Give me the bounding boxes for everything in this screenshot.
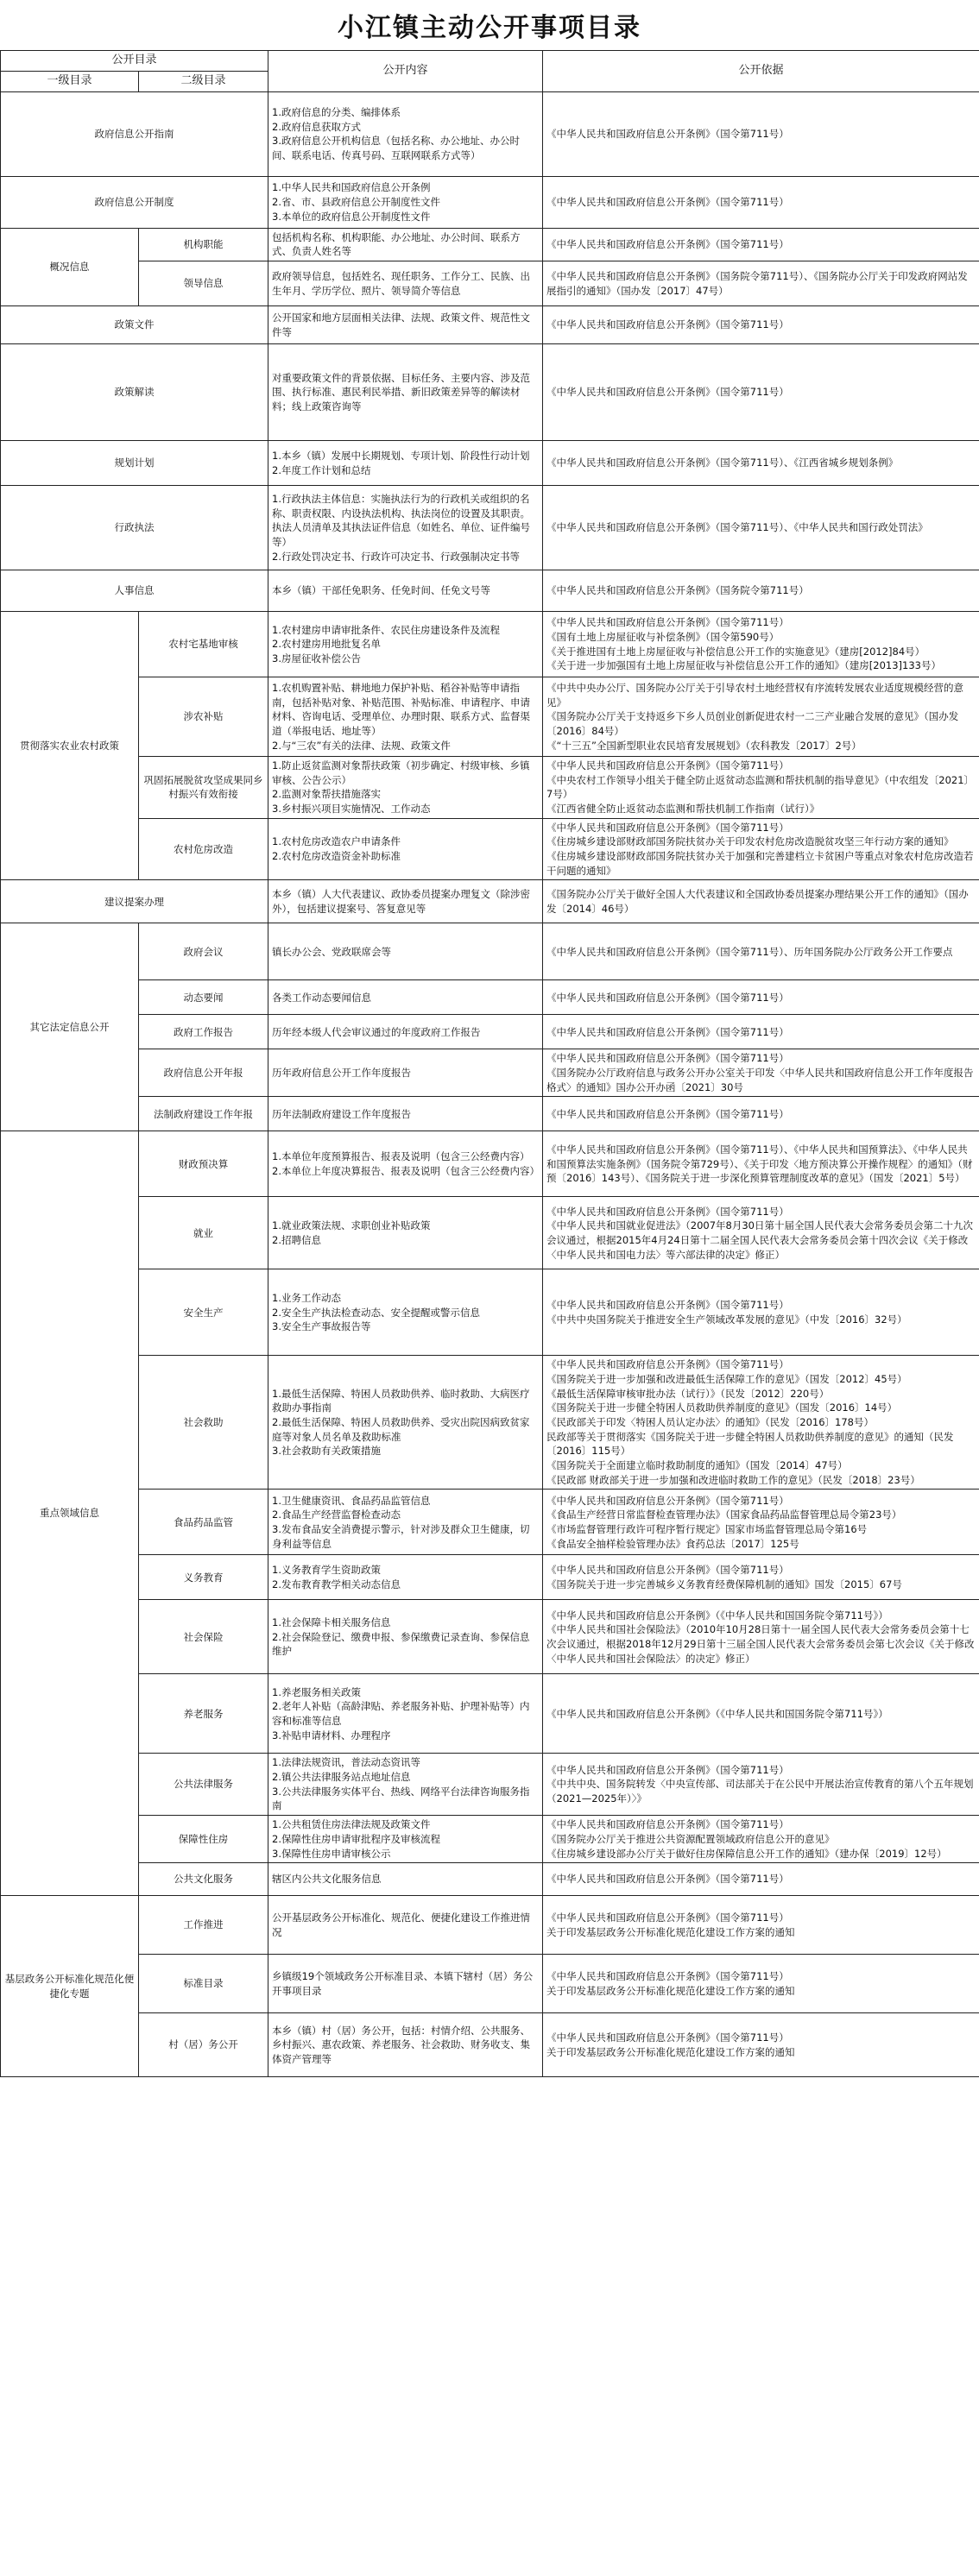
content-cell [268,570,543,612]
level2-cell: 保障性住房 [139,1816,268,1863]
table-row [1,2013,979,2077]
basis-cell [543,880,979,923]
table-row [1,923,979,980]
text-line: 本乡（镇）人大代表建议、政协委员提案办理复文（除涉密外），包括建议提案号、答复意见等 [272,888,531,915]
content-cell [268,441,543,486]
header-level1: 一级目录 [1,71,139,91]
text-line: 2.行政处罚决定书、行政许可决定书、行政强制决定书等 [272,550,520,563]
content-cell [268,486,543,570]
level1-cell: 政府信息公开制度 [1,176,268,228]
basis-cell [543,1863,979,1896]
text-line: 3.本单位的政府信息公开制度性文件 [272,210,431,223]
table-row [1,1754,979,1816]
level1-cell: 其它法定信息公开 [1,923,139,1131]
text-line: 《关于推进国有土地上房屋征收与补偿信息公开工作的实施意见》（建房[2012]84号） [546,645,925,658]
level1-cell: 政府信息公开指南 [1,91,268,176]
level1-cell: 政策文件 [1,306,268,344]
text-line: 《住房城乡建设部财政部国务院扶贫办关于加强和完善建档立卡贫困户等重点对象农村危房改造若干问题的通知》 [546,850,974,877]
text-line: 《中华人民共和国政府信息公开条例》（国令第711号） [546,2031,789,2044]
header-content: 公开内容 [268,51,543,92]
level2-cell: 养老服务 [139,1674,268,1754]
text-line: 辖区内公共文化服务信息 [272,1873,382,1886]
text-line: 3.房屋征收补偿公告 [272,652,361,664]
basis-cell [543,1674,979,1754]
text-line: 《中华人民共和国政府信息公开条例》（国令第711号） [546,1912,789,1924]
content-cell [268,980,543,1015]
level2-cell: 就业 [139,1197,268,1269]
basis-cell [543,1555,979,1600]
basis-cell [543,1015,979,1049]
text-line: 关于印发基层政务公开标准化规范化建设工作方案的通知 [546,1984,795,1997]
content-cell [268,1049,543,1097]
text-line: 《中华人民共和国政府信息公开条例》（国令第711号） [546,386,789,399]
basis-cell [543,1754,979,1816]
text-line: 1.农村建房申请审批条件、农民住房建设条件及流程 [272,623,500,636]
text-line: 1.公共租赁住房法律法规及政策文件 [272,1818,431,1831]
content-cell [268,261,543,306]
content-cell [268,1490,543,1555]
text-line: 关于印发基层政务公开标准化规范化建设工作方案的通知 [546,2045,795,2058]
text-line: 《国有土地上房屋征收与补偿条例》（国令第590号） [546,630,780,643]
basis-cell [543,818,979,880]
basis-cell [543,1269,979,1356]
table-row [1,1600,979,1674]
text-line: 1.政府信息的分类、编排体系 [272,105,401,118]
level2-cell: 政府信息公开年报 [139,1049,268,1097]
text-line: 1.业务工作动态 [272,1291,341,1304]
table-row [1,306,979,344]
table-row [1,176,979,228]
text-line: 2.最低生活保障、特困人员救助供养、受灾出院因病致贫家庭等对象人员名单及救助标准 [272,1416,530,1443]
text-line: 1.中华人民共和国政府信息公开条例 [272,181,431,194]
header-level2: 二级目录 [139,71,268,91]
content-cell [268,1754,543,1816]
text-line: 3.保障性住房申请审核公示 [272,1847,391,1860]
text-line: 《中华人民共和国政府信息公开条例》（国令第711号） [546,1299,789,1312]
text-line: 《国务院办公厅关于做好全国人大代表建议和全国政协委员提案办理结果公开工作的通知》（国办发〔2014〕46号） [546,888,969,915]
table-row [1,1896,979,1955]
text-line: 《中央农村工作领导小组关于健全防止返贫动态监测和帮扶机制的指导意见》（中农组发〔2021〕7号） [546,773,975,801]
table-row [1,1197,979,1269]
text-line: 镇长办公会、党政联席会等 [272,945,392,958]
text-line: 《中华人民共和国政府信息公开条例》（国令第711号） [546,616,789,629]
level2-cell: 涉农补贴 [139,677,268,757]
text-line: 《中华人民共和国政府信息公开条例》（国令第711号）、历年国务院办公厅政务公开工作要点 [546,945,953,958]
basis-cell [543,1049,979,1097]
content-cell [268,677,543,757]
basis-cell [543,91,979,176]
basis-cell [543,228,979,261]
text-line: 历年法制政府建设工作年度报告 [272,1107,412,1120]
table-row [1,1269,979,1356]
level2-cell: 安全生产 [139,1269,268,1356]
text-line: 《中华人民共和国政府信息公开条例》（国令第711号） [546,1763,789,1776]
level1-cell: 贯彻落实农业农村政策 [1,612,139,880]
text-line: 《国务院办公厅关于支持返乡下乡人员创业创新促进农村一二三产业融合发展的意见》（国办发〔2016〕84号） [546,710,959,737]
table-row [1,677,979,757]
level2-cell: 工作推进 [139,1896,268,1955]
text-line: 《中华人民共和国政府信息公开条例》（《中华人民共和国国务院令第711号》） [546,1609,888,1622]
text-line: 《市场监督管理行政许可程序暂行规定》国家市场监督管理总局令第16号 [546,1522,868,1535]
text-line: 1.行政执法主体信息：实施执法行为的行政机关或组织的名称、职责权限、内设执法机构、执法岗位的设置及其职责。执法人员清单及其执法证件信息（如姓名、单位、证件编号等） [272,492,531,548]
text-line: 《国务院办公厅关于推进公共资源配置领域政府信息公开的意见》 [546,1832,835,1845]
text-line: 《中华人民共和国政府信息公开条例》（国令第711号） [546,1970,789,1982]
text-line: 1.养老服务相关政策 [272,1685,361,1698]
text-line: 《中华人民共和国政府信息公开条例》（国令第711号） [546,1564,789,1577]
text-line: 1.本单位年度预算报告、报表及说明（包含三公经费内容） [272,1150,530,1163]
text-line: 《“十三五”全国新型职业农民培育发展规划》（农科教发〔2017〕2号） [546,739,862,752]
text-line: 2.食品生产经营监督检查动态 [272,1508,401,1521]
text-line: 《住房城乡建设部财政部国务院扶贫办关于印发农村危房改造脱贫攻坚三年行动方案的通知》 [546,835,954,848]
content-cell [268,1863,543,1896]
text-line: 《中华人民共和国政府信息公开条例》（国令第711号）、《中华人民共和国预算法》、《中华人民共和国预算法实施条例》（国务院令第729号）、《关于印发〈地方预决算公开操作规程〉的通知》（财预〔2016〕143号）、《国务院关于进一步深化预算管理制度改革的意见》（国发〔2021〕5号） [546,1143,973,1185]
text-line: 2.镇公共法律服务站点地址信息 [272,1771,411,1784]
table-row [1,344,979,441]
text-line: 《中共中央、国务院转发〈中央宣传部、司法部关于在公民中开展法治宣传教育的第八个五年规划（2021—2025年）〉》 [546,1778,974,1805]
level1-cell: 建议提案办理 [1,880,268,923]
level2-cell: 财政预决算 [139,1131,268,1197]
basis-cell [543,2013,979,2077]
level2-cell: 标准目录 [139,1955,268,2013]
text-line: 《中华人民共和国就业促进法》（2007年8月30日第十届全国人民代表大会常务委员会第二十九次会议通过，根据2015年4月24日第十二届全国人民代表大会常务委员会第十四次会议《关于修改〈中华人民共和国电力法〉等六部法律的决定》修正） [546,1219,973,1261]
table-row [1,1863,979,1896]
text-line: 《中共中央办公厅、国务院办公厅关于引导农村土地经营权有序流转发展农业适度规模经营的意见》 [546,681,964,709]
text-line: 《中华人民共和国政府信息公开条例》（国令第711号） [546,318,789,331]
text-line: 《中华人民共和国政府信息公开条例》（国务院令第711号） [546,584,809,597]
text-line: 本乡（镇）村（居）务公开，包括：村情介绍、公共服务、乡村振兴、惠农政策、养老服务、社会救助、财务收支、集体资产管理等 [272,2024,531,2065]
text-line: 《中华人民共和国政府信息公开条例》（国务院令第711号）、《国务院办公厅关于印发政府网站发展指引的通知》（国办发〔2017〕47号） [546,269,968,297]
basis-cell [543,344,979,441]
text-line: 《中华人民共和国政府信息公开条例》（国令第711号） [546,127,789,140]
text-line: 2.农村危房改造资金补助标准 [272,850,401,863]
content-cell [268,757,543,819]
content-cell [268,228,543,261]
text-line: 《国务院关于进一步加强和改进最低生活保障工作的意见》（国发〔2012〕45号） [546,1373,907,1386]
table-row [1,1049,979,1097]
text-line: 1.本乡（镇）发展中长期规划、专项计划、阶段性行动计划 [272,449,530,462]
content-cell [268,1674,543,1754]
header-catalog: 公开目录 [1,51,268,72]
content-cell [268,1356,543,1490]
content-cell [268,306,543,344]
text-line: 2.农村建房用地批复名单 [272,638,381,651]
content-cell [268,818,543,880]
table-row [1,757,979,819]
text-line: 2.监测对象帮扶措施落实 [272,788,381,801]
text-line: 3.社会救助有关政策措施 [272,1445,381,1458]
text-line: 2.保障性住房申请审批程序及审核流程 [272,1832,440,1845]
text-line: 1.义务教育学生资助政策 [272,1564,381,1577]
text-line: 2.老年人补贴（高龄津贴、养老服务补贴、护理补贴等）内容和标准等信息 [272,1700,530,1727]
table-row [1,980,979,1015]
level1-cell: 政策解读 [1,344,268,441]
basis-cell [543,486,979,570]
text-line: 2.社会保险登记、缴费申报、参保缴费记录查询、参保信息维护 [272,1630,530,1658]
text-line: 本乡（镇）干部任免职务、任免时间、任免文号等 [272,584,491,597]
text-line: 包括机构名称、机构职能、办公地址、办公时间、联系方式、负责人姓名等 [272,230,521,258]
basis-cell [543,1197,979,1269]
basis-cell [543,1955,979,2013]
text-line: 《最低生活保障审核审批办法（试行）》（民发〔2012〕220号） [546,1387,830,1400]
level2-cell: 法制政府建设工作年报 [139,1097,268,1131]
text-line: 《国务院关于进一步完善城乡义务教育经费保障机制的通知》国发〔2015〕67号 [546,1578,902,1590]
text-line: 3.乡村振兴项目实施情况、工作动态 [272,803,431,816]
page-title: 小江镇主动公开事项目录 [338,13,641,43]
text-line: 《中华人民共和国政府信息公开条例》（国令第711号） [546,1205,789,1218]
level2-cell: 社会保险 [139,1600,268,1674]
basis-cell [543,1896,979,1955]
text-line: 《中华人民共和国政府信息公开条例》（国令第711号） [546,1494,789,1507]
text-line: 《国务院关于全面建立临时救助制度的通知》（国发〔2014〕47号） [546,1459,848,1472]
text-line: 《中华人民共和国政府信息公开条例》（国令第711号） [546,1052,789,1065]
content-cell [268,612,543,677]
level2-cell: 机构职能 [139,228,268,261]
content-cell [268,1600,543,1674]
text-line: 《关于进一步加强国有土地上房屋征收与补偿信息公开工作的通知》（建房[2013]133号） [546,659,941,672]
level1-cell: 人事信息 [1,570,268,612]
level2-cell: 义务教育 [139,1555,268,1600]
text-line: 2.本单位上年度决算报告、报表及说明（包含三公经费内容） [272,1164,540,1177]
text-line: 3.政府信息公开机构信息（包括名称、办公地址、办公时间、联系电话、传真号码、互联网联系方式等） [272,135,520,161]
basis-cell [543,1097,979,1131]
basis-cell [543,570,979,612]
text-line: 1.农村危房改造农户申请条件 [272,835,401,848]
level2-cell: 政府工作报告 [139,1015,268,1049]
text-line: 《中华人民共和国政府信息公开条例》（国令第711号） [546,1107,789,1120]
text-line: 3.安全生产事故报告等 [272,1320,371,1333]
text-line: 2.政府信息获取方式 [272,120,361,133]
text-line: 《中华人民共和国政府信息公开条例》（国令第711号） [546,195,789,208]
level2-cell: 食品药品监管 [139,1490,268,1555]
text-line: 《中华人民共和国政府信息公开条例》（《中华人民共和国国务院令第711号》） [546,1707,888,1720]
text-line: 《国务院办公厅政府信息与政务公开办公室关于印发〈中华人民共和国政府信息公开工作年度报告格式〉的通知》国办公开办函〔2021〕30号 [546,1067,974,1093]
text-line: 《中华人民共和国政府信息公开条例》（国令第711号） [546,821,789,834]
content-cell [268,2013,543,2077]
content-cell [268,1816,543,1863]
text-line: 政府领导信息，包括姓名、现任职务、工作分工、民族、出生年月、学历学位、照片、领导简介等信息 [272,269,531,297]
text-line: 《住房城乡建设部办公厅关于做好住房保障信息公开工作的通知》（建办保〔2019〕12号） [546,1847,947,1860]
level2-cell: 领导信息 [139,261,268,306]
text-line: 《民政部关于印发〈特困人员认定办法〉的通知》（民发〔2016〕178号） [546,1416,874,1429]
basis-cell [543,1600,979,1674]
text-line: 公开国家和地方层面相关法律、法规、政策文件、规范性文件等 [272,311,531,338]
basis-cell [543,980,979,1015]
content-cell [268,344,543,441]
text-line: 《食品生产经营日常监督检查管理办法》（国家食品药品监督管理总局令第23号） [546,1508,902,1521]
text-line: 《中华人民共和国政府信息公开条例》（国令第711号） [546,238,789,251]
content-cell [268,176,543,228]
table-row [1,1015,979,1049]
content-cell [268,1896,543,1955]
level2-cell: 政府会议 [139,923,268,980]
text-line: 《中华人民共和国政府信息公开条例》（国令第711号） [546,1873,789,1886]
header-basis: 公开依据 [543,51,979,92]
text-line: 3.发布食品安全消费提示警示，针对涉及群众卫生健康，切身利益等信息 [272,1522,530,1550]
table-row [1,1097,979,1131]
text-line: 2.发布教育教学相关动态信息 [272,1578,401,1590]
level2-cell: 村（居）务公开 [139,2013,268,2077]
table-row [1,1555,979,1600]
text-line: 2.省、市、县政府信息公开制度性文件 [272,195,440,208]
content-cell [268,1131,543,1197]
basis-cell [543,441,979,486]
level2-cell: 公共文化服务 [139,1863,268,1896]
table-row [1,1131,979,1197]
text-line: 《江西省健全防止返贫动态监测和帮扶机制工作指南（试行）》 [546,803,820,816]
text-line: 1.防止返贫监测对象帮扶政策（初步确定、村级审核、乡镇审核、公告公示） [272,759,530,786]
text-line: 3.补贴申请材料、办理程序 [272,1729,391,1741]
text-line: 《食品安全抽样检验管理办法》食药总法〔2017〕125号 [546,1537,799,1550]
content-cell [268,1097,543,1131]
text-line: 《中华人民共和国政府信息公开条例》（国令第711号） [546,759,789,772]
table-row [1,1955,979,2013]
text-line: 历年政府信息公开工作年度报告 [272,1067,412,1080]
text-line: 关于印发基层政务公开标准化规范化建设工作方案的通知 [546,1925,795,1938]
text-line: 历年经本级人代会审议通过的年度政府工作报告 [272,1025,481,1038]
basis-cell [543,923,979,980]
text-line: 各类工作动态要闻信息 [272,991,372,1004]
level2-cell: 巩固拓展脱贫攻坚成果同乡村振兴有效衔接 [139,757,268,819]
text-line: 《中华人民共和国政府信息公开条例》（国令第711号） [546,1025,789,1038]
text-line: 乡镇级19个领域政务公开标准目录、本镇下辖村（居）务公开事项目录 [272,1970,534,1997]
basis-cell [543,1490,979,1555]
text-line: 2.与“三农”有关的法律、法规、政策文件 [272,739,451,752]
level1-cell: 规划计划 [1,441,268,486]
text-line: 《中华人民共和国政府信息公开条例》（国令第711号） [546,1818,789,1831]
text-line: 对重要政策文件的背景依据、目标任务、主要内容、涉及范围、执行标准、惠民利民举措、新旧政策差异等的解读材料；线上政策咨询等 [272,371,531,413]
text-line: 《民政部 财政部关于进一步加强和改进临时救助工作的意见》（民发〔2018〕23号） [546,1473,920,1486]
text-line: 3.公共法律服务实体平台、热线、网络平台法律咨询服务指南 [272,1785,530,1812]
table-row [1,486,979,570]
text-line: 2.年度工作计划和总结 [272,463,371,476]
level1-cell: 概况信息 [1,228,139,305]
content-cell [268,1197,543,1269]
table-row [1,228,979,261]
text-line: 《中华人民共和国政府信息公开条例》（国令第711号） [546,1358,789,1371]
level1-cell: 基层政务公开标准化规范化便捷化专题 [1,1896,139,2077]
text-line: 民政部等关于贯彻落实《国务院关于进一步健全特困人员救助供养制度的意见》的通知（民发〔2016〕115号） [546,1430,954,1458]
table-row [1,1674,979,1754]
text-line: 《中华人民共和国政府信息公开条例》（国令第711号）、《江西省城乡规划条例》 [546,457,899,469]
basis-cell [543,612,979,677]
basis-cell [543,1356,979,1490]
level1-cell: 行政执法 [1,486,268,570]
level2-cell: 社会救助 [139,1356,268,1490]
table-row [1,261,979,306]
basis-cell [543,261,979,306]
text-line: 2.招聘信息 [272,1233,321,1246]
text-line: 1.农机购置补贴、耕地地力保护补贴、稻谷补贴等申请指南，包括补贴对象、补贴范围、补贴标准、申请程序、申请材料、咨询电话、受理单位、办理时限、联系方式、监督渠道（举报电话、地址等） [272,681,531,737]
text-line: 公开基层政务公开标准化、规范化、便捷化建设工作推进情况 [272,1912,531,1938]
text-line: 《中华人民共和国政府信息公开条例》（国令第711号）、《中华人民共和国行政处罚法》 [546,521,928,534]
level2-cell: 农村宅基地审核 [139,612,268,677]
text-line: 1.法律法规资讯，普法动态资讯等 [272,1756,420,1769]
text-line: 2.安全生产执法检查动态、安全提醒或警示信息 [272,1306,480,1319]
text-line: 1.社会保障卡相关服务信息 [272,1616,391,1628]
text-line: 1.卫生健康资讯、食品药品监管信息 [272,1494,431,1507]
text-line: 《中共中央国务院关于推进安全生产领域改革发展的意见》（中发〔2016〕32号） [546,1313,907,1326]
basis-cell [543,757,979,819]
basis-cell [543,176,979,228]
text-line: 《国务院关于进一步健全特困人员救助供养制度的意见》（国发〔2016〕14号） [546,1401,898,1414]
text-line: 1.最低生活保障、特困人员救助供养、临时救助、大病医疗救助办事指南 [272,1387,530,1414]
table-row [1,1816,979,1863]
table-row [1,818,979,880]
level2-cell: 动态要闻 [139,980,268,1015]
content-cell [268,1555,543,1600]
text-line: 《中华人民共和国社会保险法》（2010年10月28日第十一届全国人民代表大会常务委员会第十七次会议通过，根据2018年12月29日第十三届全国人民代表大会常务委员会第七次会议《关于修改〈中华人民共和国社会保险法〉的决定》修正） [546,1623,975,1665]
content-cell [268,1955,543,2013]
basis-cell [543,1816,979,1863]
catalog-table [0,50,979,2077]
level2-cell: 公共法律服务 [139,1754,268,1816]
basis-cell [543,1131,979,1197]
basis-cell [543,677,979,757]
text-line: 《中华人民共和国政府信息公开条例》（国令第711号） [546,991,789,1004]
content-cell [268,1269,543,1356]
content-cell [268,923,543,980]
level2-cell: 农村危房改造 [139,818,268,880]
table-row [1,441,979,486]
text-line: 1.就业政策法规、求职创业补贴政策 [272,1219,431,1232]
content-cell [268,880,543,923]
table-row [1,91,979,176]
level1-cell: 重点领域信息 [1,1131,139,1896]
table-row [1,1356,979,1490]
content-cell [268,1015,543,1049]
content-cell [268,91,543,176]
basis-cell [543,306,979,344]
table-row [1,1490,979,1555]
table-row [1,570,979,612]
table-row [1,612,979,677]
table-row [1,880,979,923]
